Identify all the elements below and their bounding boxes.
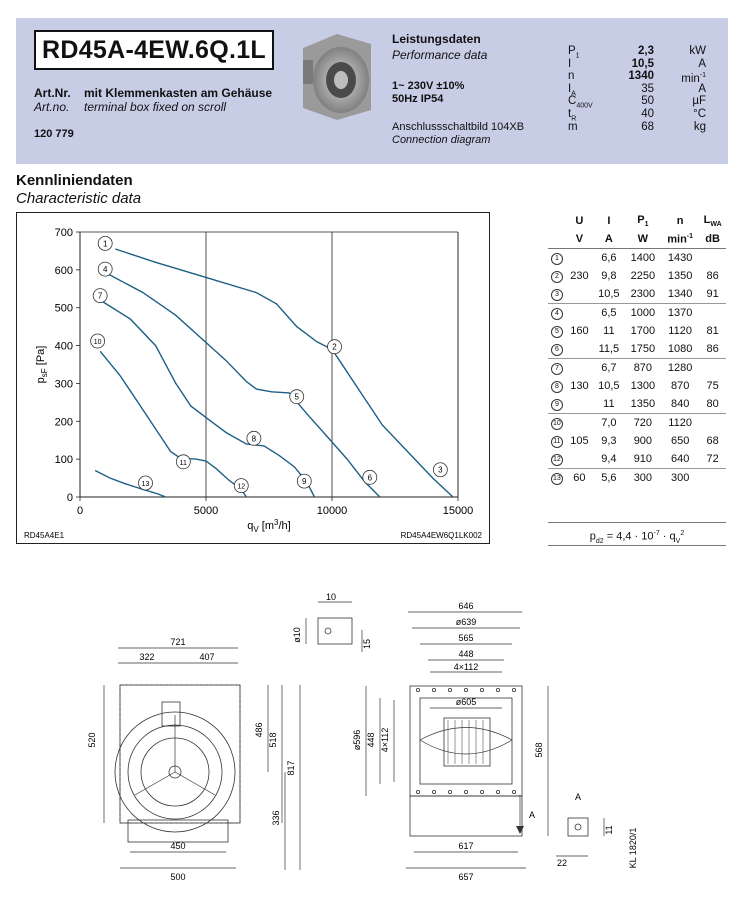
table-cell: 68: [706, 435, 719, 447]
table-row: [548, 377, 726, 395]
article-number: 120 779: [34, 128, 74, 140]
y-tick-label: 400: [54, 340, 73, 353]
perf-value: 68: [641, 120, 654, 133]
detail-label: A: [574, 792, 582, 802]
dimension-label: 336: [271, 810, 281, 826]
dimension-label: 721: [170, 637, 186, 647]
table-unit-cell: V: [566, 230, 593, 249]
table-cell: 11: [603, 398, 615, 410]
table-cell: [566, 395, 593, 414]
dimension-label: 500: [170, 872, 186, 882]
dimension-label: 486: [254, 722, 264, 738]
perf-title-de: Leistungsdaten: [392, 32, 481, 46]
perf-symbol: $P_1$: [568, 45, 580, 60]
table-row: [548, 267, 726, 285]
table-unit-cell: dB: [699, 230, 726, 249]
table-cell: 2250: [630, 270, 656, 282]
table-cell: 650: [670, 435, 690, 447]
flange-hole: [480, 688, 483, 691]
flange-hole: [512, 688, 515, 691]
impeller-curve: [420, 740, 512, 754]
perf-symbol: I: [568, 57, 572, 70]
table-cell: [548, 414, 566, 433]
table-header-cell: U: [575, 215, 584, 227]
table-cell: [566, 359, 593, 378]
section-title-de: Kennliniendaten: [16, 172, 133, 189]
table-cell: [548, 304, 566, 323]
perf-value: 2,3: [638, 45, 654, 57]
flange-hole: [416, 790, 419, 793]
table-cell: 1120: [661, 414, 699, 433]
y-tick-label: 700: [54, 227, 73, 239]
artnr-label-en: Art.no.: [34, 100, 70, 114]
artnr-desc-en: terminal box fixed on scroll: [84, 100, 227, 114]
table-cell: 9,8: [601, 270, 617, 282]
perf-unit: kg: [693, 120, 706, 133]
y-tick-label: 100: [54, 454, 73, 467]
fan-photo: [297, 30, 375, 122]
connection-de: Anschlussschaltbild 104XB: [392, 121, 525, 133]
point-marker-label: 7: [97, 291, 103, 301]
table-cell: 80: [706, 398, 719, 410]
table-header-cell: [548, 212, 566, 230]
table-cell: 81: [706, 325, 719, 337]
perf-value: 10,5: [631, 57, 654, 70]
table-row: [548, 304, 726, 323]
formula: $p_{d2} = 4,4 \cdot 10^{-7} \cdot q_V^2$: [548, 522, 726, 546]
table-cell: [699, 304, 726, 323]
table-cell: 300: [661, 469, 699, 488]
characteristic-table: [548, 212, 726, 487]
table-cell: 870: [670, 380, 690, 392]
dimension-label: 15: [362, 638, 372, 650]
table-row: [548, 249, 726, 268]
table-cell: 60: [566, 469, 593, 488]
dimension-label: 4×112: [380, 727, 390, 753]
dimension-label: 4×112: [453, 662, 479, 672]
perf-symbol: m: [568, 120, 578, 133]
perf-value: 1340: [628, 70, 654, 83]
table-cell: [566, 450, 593, 469]
table-cell: 1400: [630, 252, 656, 264]
point-marker-label: 8: [251, 434, 257, 444]
table-cell: 1700: [630, 325, 656, 337]
point-marker-label: 13: [141, 480, 150, 488]
point-marker-label: 6: [367, 473, 373, 483]
table-cell: [566, 285, 593, 304]
table-cell: [699, 469, 726, 488]
row-number-marker: 11: [551, 436, 563, 448]
chart-note-right: RD45A4EW6Q1LK002: [400, 531, 482, 540]
table-cell: 105: [570, 435, 589, 447]
dimension-drawing: [0, 590, 744, 896]
table-row: [548, 414, 726, 433]
characteristic-chart: [16, 212, 490, 544]
motor-base: [410, 796, 522, 836]
table-unit-row: [548, 230, 726, 249]
dimension-label: 11: [604, 825, 614, 835]
row-number-marker: 9: [551, 399, 563, 411]
table-cell: 130: [570, 380, 589, 392]
table-header-cell: n: [676, 215, 684, 227]
table-cell: [548, 377, 566, 395]
table-cell: 720: [625, 414, 661, 433]
table-cell: [566, 304, 593, 323]
detail-profile: [568, 818, 588, 836]
dimension-label: 22: [556, 858, 568, 868]
row-number-marker: 2: [551, 271, 563, 283]
dimension-label: 565: [458, 633, 474, 643]
perf-unit: A: [698, 57, 706, 70]
row-number-marker: 12: [551, 454, 563, 466]
dimension-label: 448: [366, 732, 376, 748]
perf-value: 40: [641, 108, 654, 120]
table-cell: 1370: [661, 304, 699, 323]
table-cell: 1350: [630, 398, 656, 410]
bracket-detail: [318, 618, 352, 644]
table-cell: 86: [706, 343, 719, 355]
bracket-hole: [325, 628, 331, 634]
point-marker-label: 12: [237, 483, 246, 491]
artnr-desc-de: mit Klemmenkasten am Gehäuse: [84, 86, 273, 100]
front-opening: [420, 698, 512, 784]
row-number-marker: 1: [551, 253, 563, 265]
flange-hole: [432, 688, 435, 691]
table-cell: 1340: [667, 288, 693, 300]
table-unit-cell: [548, 230, 566, 249]
table-row: [548, 469, 726, 488]
x-tick-label: 10000: [316, 505, 348, 517]
table-cell: 870: [625, 359, 661, 378]
table-cell: [548, 322, 566, 340]
x-tick-label: 0: [76, 505, 84, 517]
series-line-10-11-12: [100, 351, 246, 497]
table-cell: [548, 359, 566, 378]
dimension-label: 10: [325, 592, 337, 602]
table-unit-cell: A: [593, 230, 625, 249]
table-cell: 1120: [668, 325, 692, 337]
table-header-cell: I: [607, 215, 611, 227]
perf-unit: µF: [692, 95, 706, 108]
perf-unit: kW: [689, 45, 706, 57]
y-tick-label: 500: [54, 302, 73, 315]
table-cell: 5,6: [593, 469, 625, 488]
table-cell: 1350: [667, 270, 693, 282]
table-cell: [699, 414, 726, 433]
artnr-label-de: Art.Nr.: [34, 86, 71, 100]
table-row: [548, 285, 726, 304]
table-cell: 6,7: [593, 359, 625, 378]
row-number-marker: 5: [551, 326, 563, 338]
row-number-marker: 13: [551, 473, 563, 485]
dimension-label: 646: [458, 601, 474, 611]
table-cell: 1280: [661, 359, 699, 378]
terminal-box: [162, 702, 180, 726]
table-cell: [548, 285, 566, 304]
dimension-label: 520: [87, 732, 97, 748]
dimension-label: ø639: [455, 617, 477, 627]
table-cell: 1000: [625, 304, 661, 323]
table-cell: 10,5: [598, 380, 620, 392]
supply-voltage: 1~ 230V ±10%: [392, 80, 465, 92]
table-cell: 1750: [630, 343, 656, 355]
table-cell: 1430: [667, 252, 693, 264]
flange-hole: [512, 790, 515, 793]
y-tick-label: 300: [54, 378, 73, 391]
table-cell: [699, 249, 726, 268]
table-header-row: [548, 212, 726, 230]
point-marker-label: 9: [302, 477, 307, 487]
table-cell: 9,3: [601, 435, 617, 447]
table-cell: 2300: [630, 288, 656, 300]
table-cell: [548, 432, 566, 450]
y-tick-label: 0: [66, 492, 73, 504]
dimension-label: 617: [458, 841, 474, 851]
y-tick-label: 600: [54, 264, 73, 277]
flange-hole: [496, 688, 499, 691]
table-cell: 11,5: [598, 343, 620, 355]
flange-hole: [464, 688, 467, 691]
table-row: [548, 322, 726, 340]
perf-unit: °C: [693, 108, 706, 120]
perf-symbol: n: [568, 70, 575, 83]
perf-symbol: $t_R$: [568, 108, 577, 123]
y-axis-label: $p_{sF}$ [Pa]: [35, 345, 49, 384]
row-number-marker: 4: [551, 308, 563, 320]
x-tick-label: 15000: [442, 505, 474, 517]
point-marker-label: 10: [93, 339, 102, 347]
dimension-label: ø605: [455, 697, 477, 707]
point-marker-label: 1: [102, 239, 108, 249]
table-cell: 6,5: [593, 304, 625, 323]
table-cell: [548, 450, 566, 469]
impeller-curve: [420, 728, 512, 741]
table-cell: 9,4: [601, 453, 617, 465]
x-tick-label: 5000: [193, 505, 219, 517]
table-cell: 11: [603, 325, 615, 337]
table-cell: 640: [670, 453, 690, 465]
x-axis-label: $q_V$ $[m^3/h]$: [247, 518, 291, 534]
table-cell: [548, 340, 566, 359]
perf-unit: A: [698, 82, 706, 95]
dimension-label: ø10: [292, 627, 302, 643]
flange-hole: [480, 790, 483, 793]
row-number-marker: 3: [551, 289, 563, 301]
detail-hole: [575, 824, 581, 830]
frequency-ip: 50Hz IP54: [392, 93, 444, 105]
table-cell: 7,0: [593, 414, 625, 433]
table-row: [548, 340, 726, 359]
point-marker-label: 11: [179, 459, 187, 467]
row-number-marker: 10: [551, 418, 563, 430]
table-cell: 72: [706, 453, 719, 465]
dimension-label: ø596: [352, 729, 362, 751]
dimension-label: 450: [170, 841, 186, 851]
point-marker-label: 4: [102, 265, 108, 275]
point-marker-label: 2: [332, 342, 337, 352]
dimension-label: 657: [458, 872, 474, 882]
table-cell: [566, 414, 593, 433]
model-title: RD45A-4EW.6Q.1L: [34, 30, 274, 70]
table-cell: 10,5: [598, 288, 620, 300]
perf-unit: $\min^{-1}$: [681, 72, 706, 86]
section-title-en: Characteristic data: [16, 190, 142, 207]
perf-value: 50: [641, 95, 654, 108]
table-cell: 230: [570, 270, 589, 282]
table-row: [548, 359, 726, 378]
dimension-label: 322: [139, 652, 155, 662]
table-cell: [699, 359, 726, 378]
connection-en: Connection diagram: [392, 134, 491, 146]
table-cell: 6,6: [601, 252, 617, 264]
table-cell: 75: [706, 380, 719, 392]
table-cell: [548, 267, 566, 285]
table-cell: 1080: [667, 343, 693, 355]
series-line-13: [95, 471, 166, 498]
perf-title-en: Performance data: [392, 48, 488, 62]
table-row: [548, 432, 726, 450]
table-cell: [566, 249, 593, 268]
flange-hole: [496, 790, 499, 793]
row-number-marker: 8: [551, 381, 563, 393]
dimension-label: 407: [199, 652, 215, 662]
row-number-marker: 6: [551, 344, 563, 356]
table-cell: 900: [633, 435, 653, 447]
section-label: A: [528, 810, 536, 820]
flange-hole: [448, 790, 451, 793]
y-tick-label: 200: [54, 416, 73, 429]
section-arrow-head: [516, 826, 524, 834]
row-number-marker: 7: [551, 363, 563, 375]
table-cell: 160: [570, 325, 589, 337]
table-cell: 840: [670, 398, 690, 410]
table-row: [548, 395, 726, 414]
flange-hole: [416, 688, 419, 691]
dimension-label: 817: [286, 760, 296, 776]
table-cell: 910: [633, 453, 653, 465]
table-unit-cell: $\min^{-1}$: [661, 230, 699, 249]
point-marker-label: 3: [438, 465, 443, 475]
dimension-label: 448: [458, 649, 474, 659]
series-line-4-5-6: [105, 273, 380, 498]
table-cell: [548, 395, 566, 414]
table-cell: 91: [706, 288, 719, 300]
point-marker-label: 5: [294, 392, 299, 402]
dimension-label: 568: [534, 742, 544, 758]
table-cell: [566, 340, 593, 359]
series-line-7-8-9: [100, 300, 314, 497]
perf-value: 35: [641, 82, 654, 95]
perf-symbol: $I_A$: [568, 82, 576, 98]
table-cell: [548, 249, 566, 268]
table-header-cell: $P_1$: [637, 213, 649, 229]
table-cell: 86: [706, 270, 719, 282]
table-unit-cell: W: [625, 230, 661, 249]
drawing-number: KL 1820/1: [628, 827, 638, 869]
table-cell: 300: [625, 469, 661, 488]
dimension-label: 518: [268, 732, 278, 748]
flange-hole: [432, 790, 435, 793]
flange-hole: [464, 790, 467, 793]
table-cell: [548, 469, 566, 488]
flange-hole: [448, 688, 451, 691]
table-header-cell: $L_{WA}$: [703, 213, 722, 229]
perf-symbol: $C_{400V}$: [568, 95, 593, 110]
table-cell: 1300: [630, 380, 656, 392]
chart-note-left: RD45A4E1: [24, 531, 65, 540]
table-row: [548, 450, 726, 469]
